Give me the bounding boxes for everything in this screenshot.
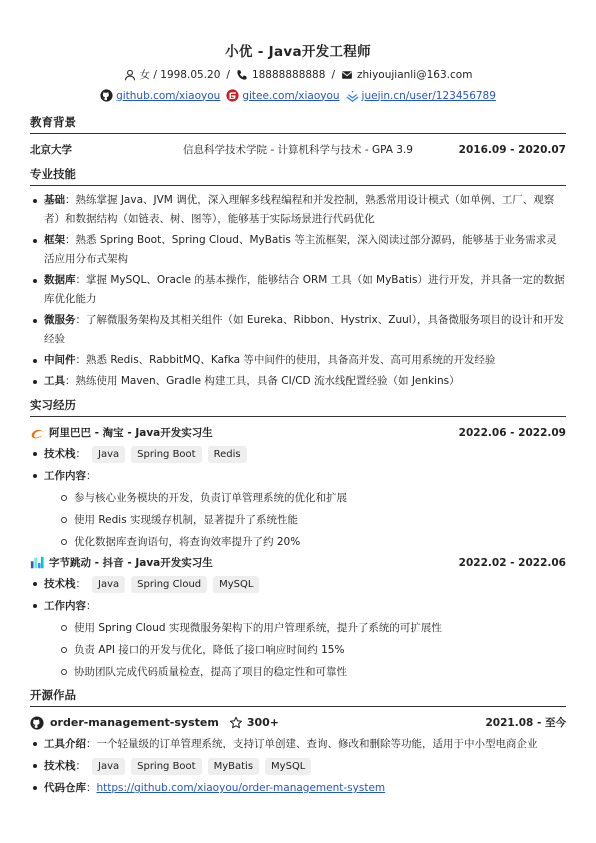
tech-tag: Java <box>92 576 125 593</box>
list-item <box>30 733 566 755</box>
list-item <box>30 351 566 370</box>
job-details <box>30 443 566 553</box>
phone-number: 18888888888 <box>251 68 326 81</box>
skills-list <box>30 191 566 391</box>
skill-label: 基础 <box>44 194 65 206</box>
job-title: 阿里巴巴 - 淘宝 - Java开发实习生 <box>49 427 213 439</box>
project-header <box>30 715 566 730</box>
candidate-name: 小优 - Java开发工程师 <box>225 44 371 60</box>
list-item: 技术栈： Java Spring Boot Redis <box>30 443 566 465</box>
skill-text: ：了解微服务架构及其相关组件（如 Eureka、Ribbon、Hystrix、Zuul），具备微服务项目的设计和开发经验 <box>44 314 564 345</box>
tech-tag: Spring Cloud <box>131 576 207 593</box>
star-icon <box>229 716 243 730</box>
list-item: 优化数据库查询语句，将查询效率提升了约 20% <box>60 531 566 553</box>
tag-group <box>92 758 311 775</box>
job-points <box>44 487 566 553</box>
skill-text: ：熟悉 Redis、RabbitMQ、Kafka 等中间件的使用，具备高并发、高可用系统的开发经验 <box>75 354 496 366</box>
job-date: 2022.06 - 2022.09 <box>458 426 566 439</box>
skill-text: ：熟练掌握 Java、JVM 调优，深入理解多线程编程和并发控制，熟悉常用设计模式（如单例、工厂、观察者）和数据结构（如链表、树、图等），能够基于实际场景进行代码优化 <box>44 194 555 225</box>
phone-icon <box>236 69 248 81</box>
list-item: 使用 Spring Cloud 实现微服务架构下的用户管理系统，提升了系统的可扩展性 <box>60 617 566 639</box>
list-item: 参与核心业务模块的开发，负责订单管理系统的优化和扩展 <box>60 487 566 509</box>
education-row <box>30 142 566 157</box>
gitee-link[interactable]: gitee.com/xiaoyou <box>242 89 340 102</box>
list-item: 工作内容： 使用 Spring Cloud 实现微服务架构下的用户管理系统，提升了系统的可扩展性 负责 API 接口的开发与优化，降低了接口响应时间约 15% 协助团队完成代码质量检查，提高了项目的稳定性和可靠性 <box>30 595 566 683</box>
job-points <box>44 617 566 683</box>
section-title-skills: 专业技能 <box>30 166 566 186</box>
skill-text: ：熟悉 Spring Boot、Spring Cloud、MyBatis 等主流框架，深入阅读过部分源码，能够基于业务需求灵活应用分布式架构 <box>44 234 557 265</box>
tech-tag: MySQL <box>265 758 311 775</box>
stack-label: 技术栈 <box>44 578 76 590</box>
job-date: 2022.02 - 2022.06 <box>458 556 566 569</box>
project-name: order-management-system <box>50 716 219 729</box>
separator: / <box>226 68 230 81</box>
job-title-wrap <box>30 555 213 570</box>
github-link-item <box>100 89 220 102</box>
list-item: 技术栈： Java Spring Boot MyBatis MySQL <box>30 755 566 777</box>
skill-label: 微服务 <box>44 314 76 326</box>
content-label: 工作内容 <box>44 600 86 612</box>
list-item <box>30 311 566 349</box>
mail-icon <box>341 69 353 81</box>
gender-birth: 女 / 1998.05.20 <box>139 69 221 81</box>
github-icon <box>100 89 113 102</box>
profile-links <box>30 89 566 102</box>
section-title-projects: 开源作品 <box>30 687 566 707</box>
github-icon <box>30 716 44 730</box>
github-link[interactable]: github.com/xiaoyou <box>116 89 221 102</box>
skill-label: 中间件 <box>44 354 76 366</box>
juejin-link-item <box>346 89 496 102</box>
intro-text: ：一个轻量级的订单管理系统，支持订单创建、查询、修改和删除等功能，适用于中小型电商企业 <box>86 738 538 750</box>
skill-label: 数据库 <box>44 274 76 286</box>
intro-label: 工具介绍 <box>44 738 86 750</box>
job-header <box>30 425 566 440</box>
list-item <box>30 271 566 309</box>
bytedance-logo-icon <box>30 556 44 570</box>
skill-text: ：掌握 MySQL、Oracle 的基本操作，能够结合 ORM 工具（如 MyBatis）进行开发，并具备一定的数据库优化能力 <box>44 274 565 305</box>
project-date: 2021.08 - 至今 <box>485 717 566 729</box>
resume-header <box>30 0 566 102</box>
project-details <box>30 733 566 799</box>
email-address: zhiyoujianli@163.com <box>356 68 473 81</box>
tag-group <box>92 446 247 463</box>
stack-label: 技术栈 <box>44 448 76 460</box>
list-item: 代码仓库：https://github.com/xiaoyou/order-management-system <box>30 777 566 799</box>
section-title-experience: 实习经历 <box>30 397 566 417</box>
list-item: 工作内容： 参与核心业务模块的开发，负责订单管理系统的优化和扩展 使用 Redis 实现缓存机制，显著提升了系统性能 优化数据库查询语句，将查询效率提升了约 20% <box>30 465 566 553</box>
repo-label: 代码仓库 <box>44 782 86 794</box>
school-name: 北京大学 <box>30 144 72 156</box>
skill-label: 工具 <box>44 375 65 387</box>
content-label: 工作内容 <box>44 470 86 482</box>
juejin-link[interactable]: juejin.cn/user/123456789 <box>361 89 496 102</box>
project-title-wrap <box>30 716 279 730</box>
separator: / <box>331 68 335 81</box>
list-item: 技术栈： Java Spring Cloud MySQL <box>30 573 566 595</box>
user-icon <box>124 69 136 81</box>
tag-group <box>92 576 259 593</box>
project-stars: 300+ <box>246 716 279 729</box>
list-item: 负责 API 接口的开发与优化，降低了接口响应时间约 15% <box>60 639 566 661</box>
skill-label: 框架 <box>44 234 65 246</box>
tech-tag: MyBatis <box>208 758 259 775</box>
skill-text: ：熟练使用 Maven、Gradle 构建工具，具备 CI/CD 流水线配置经验（如 Jenkins） <box>65 375 460 387</box>
list-item: 使用 Redis 实现缓存机制，显著提升了系统性能 <box>60 509 566 531</box>
list-item <box>30 191 566 229</box>
tech-tag: Java <box>92 446 125 463</box>
education-desc: 信息科学技术学院 - 计算机科学与技术 - GPA 3.9 <box>183 144 413 156</box>
job-header <box>30 555 566 570</box>
stack-label: 技术栈 <box>44 760 76 772</box>
job-details <box>30 573 566 683</box>
list-item <box>30 231 566 269</box>
list-item: 协助团队完成代码质量检查，提高了项目的稳定性和可靠性 <box>60 661 566 683</box>
gitee-link-item <box>226 89 339 102</box>
alibaba-logo-icon <box>30 426 44 440</box>
tech-tag: Spring Boot <box>131 446 201 463</box>
repo-link[interactable]: https://github.com/xiaoyou/order-management-system <box>96 782 386 794</box>
tech-tag: MySQL <box>213 576 259 593</box>
tech-tag: Spring Boot <box>131 758 201 775</box>
job-title: 字节跳动 - 抖音 - Java开发实习生 <box>49 557 213 569</box>
education-date: 2016.09 - 2020.07 <box>458 143 566 156</box>
tech-tag: Java <box>92 758 125 775</box>
list-item <box>30 372 566 391</box>
tech-tag: Redis <box>208 446 247 463</box>
job-title-wrap <box>30 425 213 440</box>
gitee-icon <box>226 89 239 102</box>
section-title-education: 教育背景 <box>30 114 566 134</box>
juejin-icon <box>346 89 359 102</box>
contact-line <box>30 67 566 82</box>
